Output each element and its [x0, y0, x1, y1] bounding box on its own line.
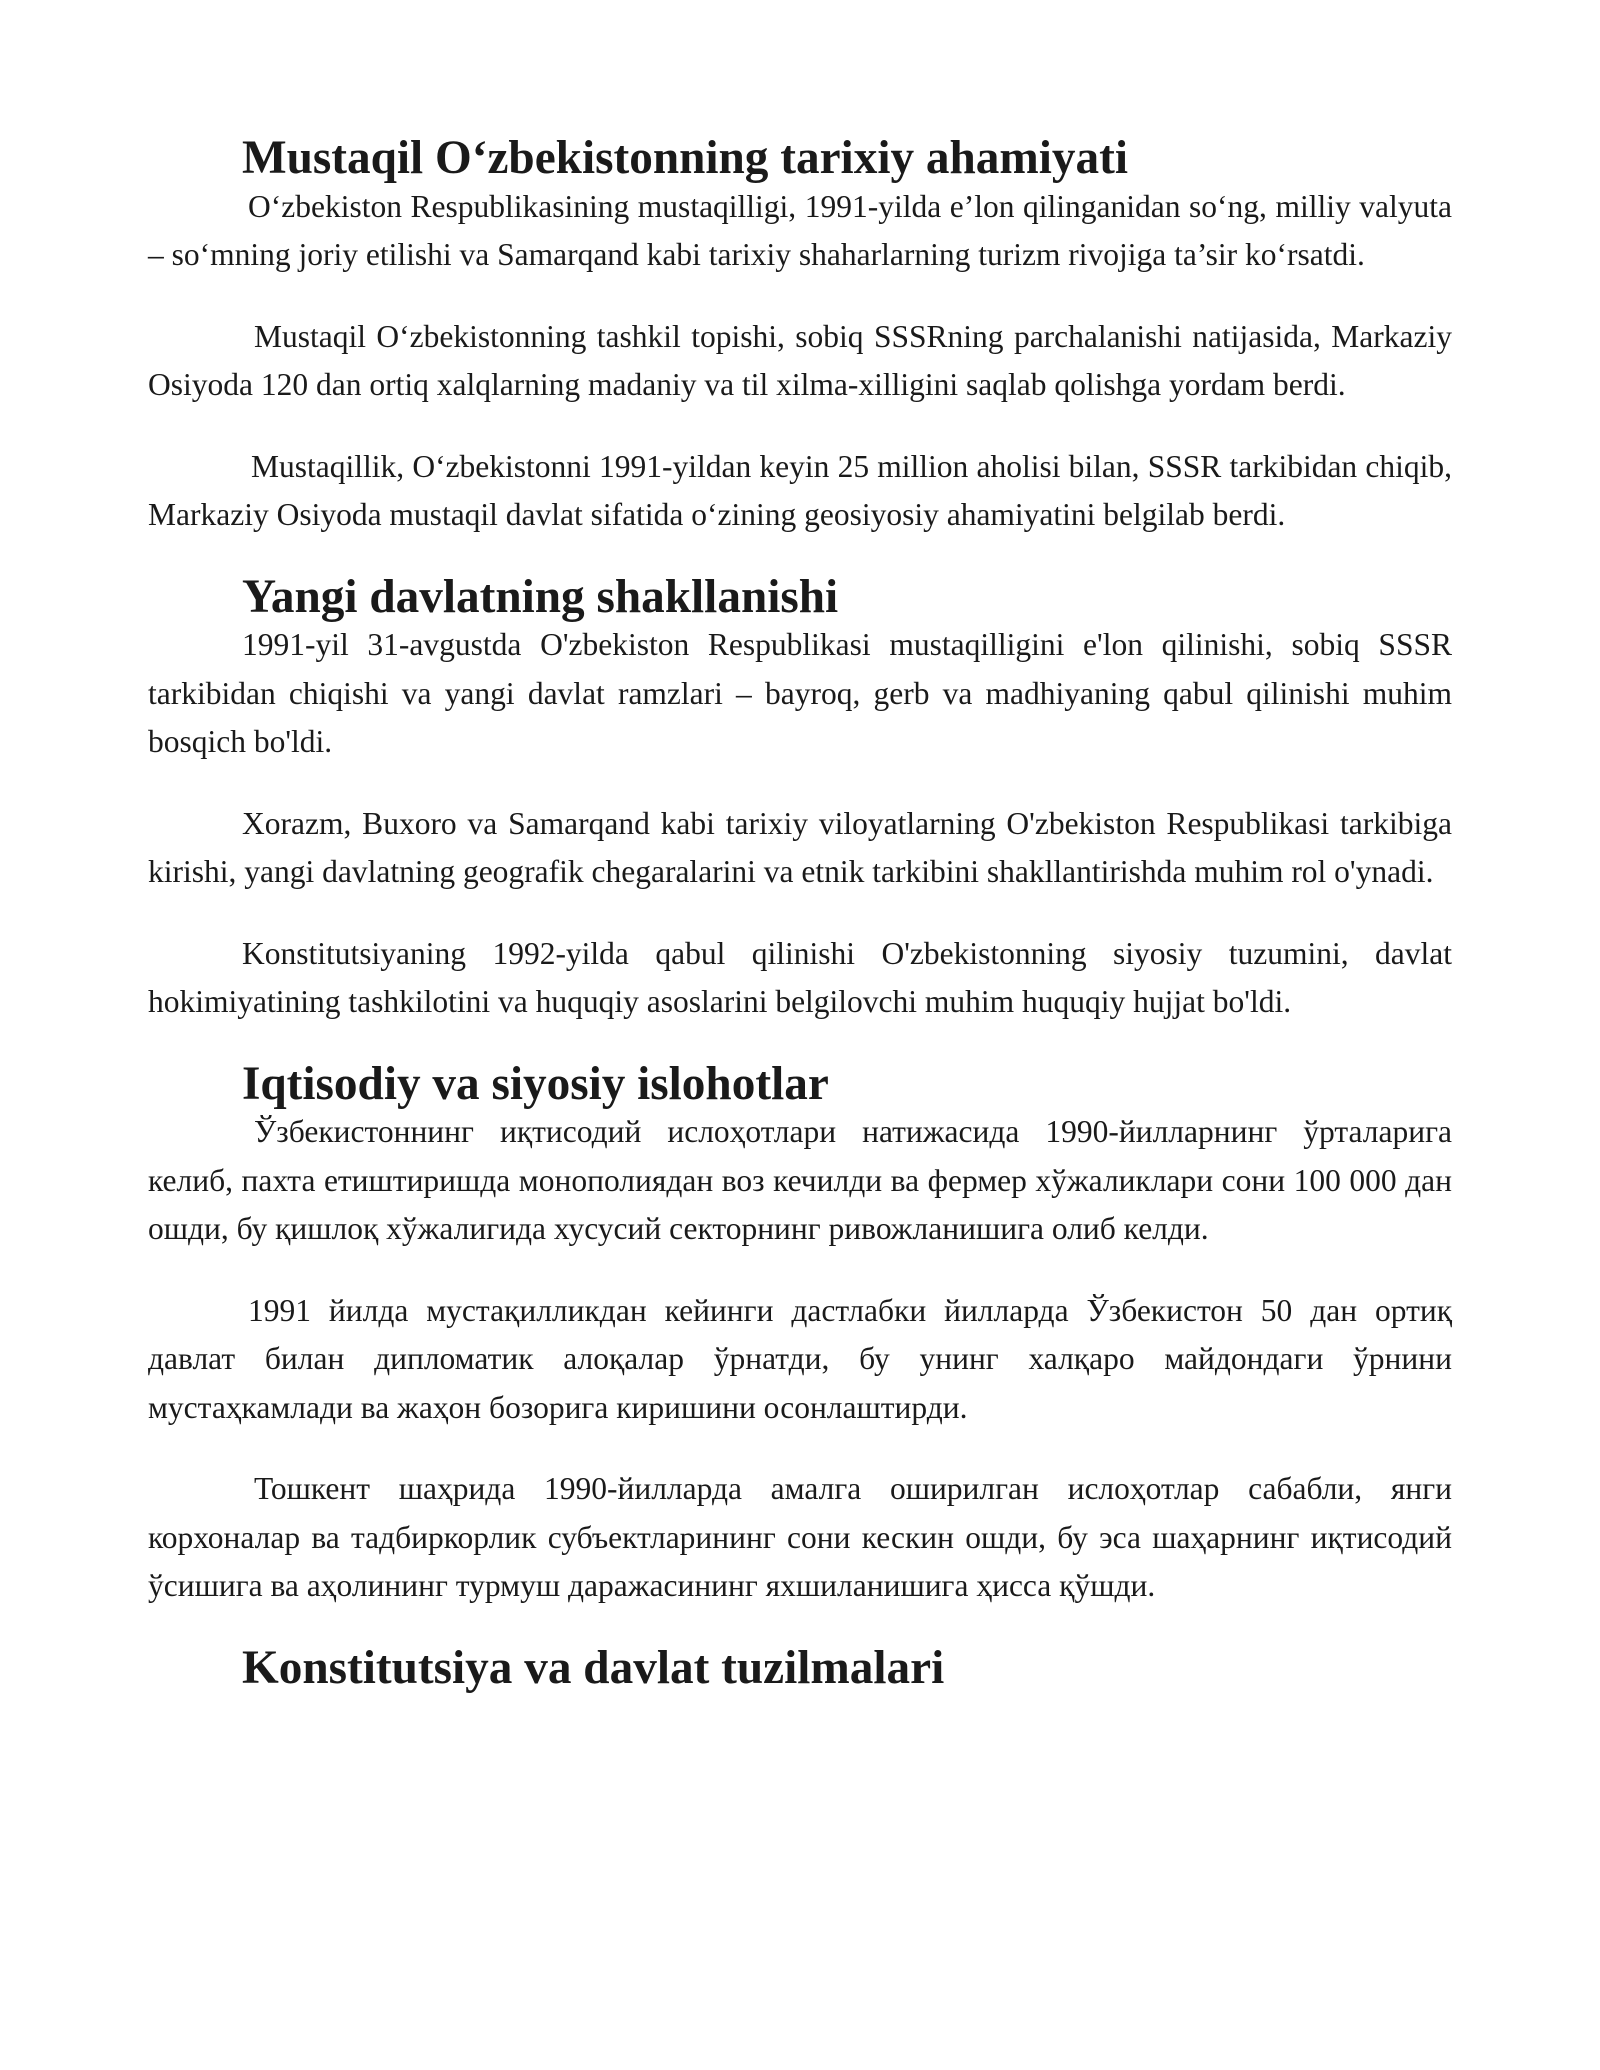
section-heading: Konstitutsiya va davlat tuzilmalari [242, 1641, 945, 1694]
section-heading: Iqtisodiy va siyosiy islohotlar [242, 1057, 829, 1110]
paragraph: Mustaqillik, O‘zbekistonni 1991-yildan keyin 25 million aholisi bilan, SSSR tarkibidan chiqib, Markaziy Osiyoda mustaqil davlat sifatida o‘zining geosiyosiy ahamiyatini belgilab berdi. [148, 448, 1452, 532]
section-historical-significance [148, 134, 1452, 540]
section-constitution [148, 1641, 1452, 1694]
section-heading: Yangi davlatning shakllanishi [242, 570, 839, 623]
paragraph: Mustaqil O‘zbekistonning tashkil topishi, sobiq SSSRning parchalanishi natijasida, Markaziy Osiyoda 120 dan ortiq xalqlarning madaniy va til xilma-xilligini saqlab qolishga yordam berdi. [148, 318, 1452, 402]
paragraph: Ўзбекистоннинг иқтисодий ислоҳотлари натижасида 1990-йилларнинг ўрталарига келиб, пахта етиштиришда монополиядан воз кечилди ва фермер хўжаликлари сони 100 000 дан ошди, бу қишлоқ хўжалигида хусусий секторнинг ривожланишига олиб келди. [148, 1114, 1452, 1246]
section-heading: Mustaqil O‘zbekistonning tarixiy ahamiyati [242, 132, 1129, 184]
section-new-state-formation [148, 570, 1452, 1027]
section-economic-political-reforms [148, 1057, 1452, 1611]
paragraph: 1991-yil 31-avgustda O'zbekiston Respublikasi mustaqilligini e'lon qilinishi, sobiq SSSR tarkibidan chiqishi va yangi davlat ramzlari – bayroq, gerb va madhiyaning qabul qilinishi muhim bosqich bo'ldi. [148, 627, 1452, 759]
paragraph: 1991 йилда мустақилликдан кейинги дастлабки йилларда Ўзбекистон 50 дан ортиқ давлат билан дипломатик алоқалар ўрнатди, бу унинг халқаро майдондаги ўрнини мустаҳкамлади ва жаҳон бозорига киришини осонлаштирди. [148, 1292, 1452, 1425]
paragraph: Konstitutsiyaning 1992-yilda qabul qilinishi O'zbekistonning siyosiy tuzumini, davlat hokimiyatining tashkilotini va huquqiy asoslarini belgilovchi muhim huquqiy hujjat bo'ldi. [148, 935, 1452, 1019]
paragraph: O‘zbekiston Respublikasining mustaqilligi, 1991-yilda e’lon qilinganidan so‘ng, milliy valyuta – so‘mning joriy etilishi va Samarqand kabi tarixiy shaharlarning turizm rivojiga ta’sir ko‘rsatdi. [148, 188, 1452, 272]
paragraph: Тошкент шаҳрида 1990-йилларда амалга оширилган ислоҳотлар сабабли, янги корхоналар ва тадбиркорлик субъектларининг сони кескин ошди, бу эса шаҳарнинг иқтисодий ўсишига ва аҳолининг турмуш даражасининг яхшиланишига ҳисса қўшди. [148, 1471, 1452, 1603]
paragraph: Xorazm, Buxoro va Samarqand kabi tarixiy viloyatlarning O'zbekiston Respublikasi tarkibiga kirishi, yangi davlatning geografik chegaralarini va etnik tarkibini shakllantirishda muhim rol o'ynadi. [148, 805, 1452, 889]
document-page [148, 134, 1452, 1692]
